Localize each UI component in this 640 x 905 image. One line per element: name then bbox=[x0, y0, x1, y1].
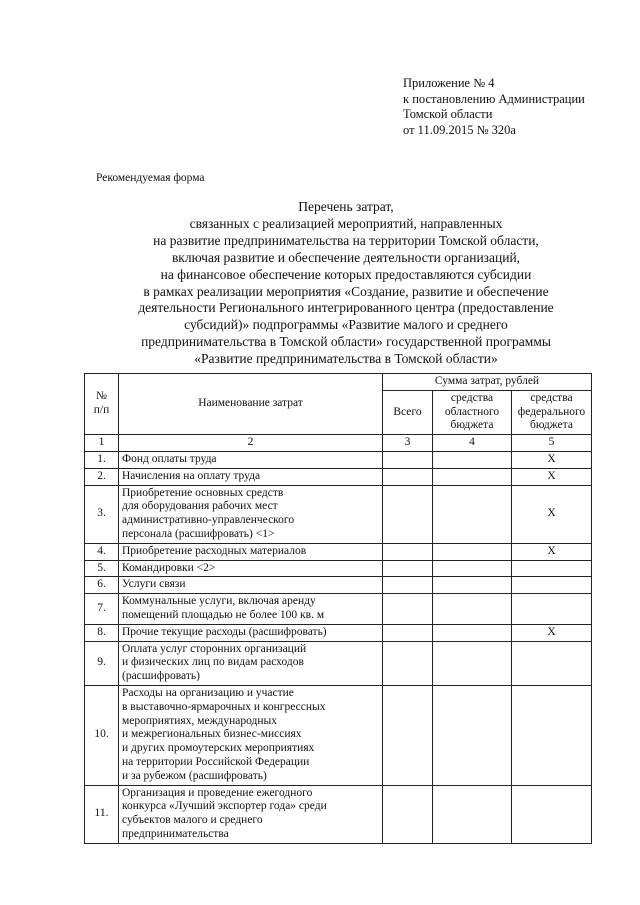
header-federal-budget: средства федерального бюджета bbox=[512, 390, 592, 434]
title-line: включая развитие и обеспечение деятельности организаций, bbox=[171, 249, 521, 265]
header-regional-budget: средства областного бюджета bbox=[433, 390, 512, 434]
cost-name: Оплата услуг сторонних организаций и физических лиц по видам расходов (расшифровать) bbox=[119, 641, 383, 685]
row-number: 10. bbox=[85, 685, 119, 785]
regional-value bbox=[433, 468, 512, 485]
total-value bbox=[383, 468, 433, 485]
cost-name: Организация и проведение ежегодного конкурса «Лучший экспортер года» среди субъектов малого и среднего предпринимательства bbox=[119, 785, 383, 843]
total-value bbox=[383, 543, 433, 560]
total-value bbox=[383, 685, 433, 785]
document-title bbox=[96, 199, 596, 368]
row-number: 1. bbox=[85, 451, 119, 468]
row-number: 8. bbox=[85, 624, 119, 641]
regional-value bbox=[433, 577, 512, 594]
federal-value: X bbox=[512, 624, 592, 641]
cost-name: Приобретение расходных материалов bbox=[119, 543, 383, 560]
total-value bbox=[383, 641, 433, 685]
row-number: 7. bbox=[85, 594, 119, 625]
federal-value bbox=[512, 685, 592, 785]
cost-name: Фонд оплаты труда bbox=[119, 451, 383, 468]
row-number: 9. bbox=[85, 641, 119, 685]
regional-value bbox=[433, 685, 512, 785]
cost-name: Командировки <2> bbox=[119, 560, 383, 577]
title-line: в рамках реализации мероприятия «Создание, развитие и обеспечение bbox=[143, 283, 549, 299]
column-number: 1 bbox=[85, 435, 119, 452]
title-line: предпринимательства в Томской области» государственной программы bbox=[141, 334, 551, 350]
table-row bbox=[85, 485, 592, 543]
column-numbers-row bbox=[85, 435, 592, 452]
column-number: 5 bbox=[512, 435, 592, 452]
regional-value bbox=[433, 485, 512, 543]
header-total: Всего bbox=[383, 390, 433, 434]
appendix-line: Томской области bbox=[403, 107, 493, 121]
regional-value bbox=[433, 560, 512, 577]
cost-name: Коммунальные услуги, включая аренду помещений площадью не более 100 кв. м bbox=[119, 594, 383, 625]
regional-value bbox=[433, 624, 512, 641]
total-value bbox=[383, 451, 433, 468]
column-number: 2 bbox=[119, 435, 383, 452]
row-number: 5. bbox=[85, 560, 119, 577]
total-value bbox=[383, 624, 433, 641]
federal-value: X bbox=[512, 543, 592, 560]
row-number: 11. bbox=[85, 785, 119, 843]
federal-value bbox=[512, 785, 592, 843]
regional-value bbox=[433, 543, 512, 560]
appendix-line: Приложение № 4 bbox=[403, 76, 495, 90]
federal-value: X bbox=[512, 451, 592, 468]
cost-name: Расходы на организацию и участие в выставочно-ярмарочных и конгрессных мероприятиях, международных и межрегиональных бизнес-миссиях и других промоутерских мероприятиях на территории Российской Федерации и за рубежом (расшифровать) bbox=[119, 685, 383, 785]
appendix-block bbox=[403, 76, 585, 138]
regional-value bbox=[433, 594, 512, 625]
costs-table bbox=[84, 373, 592, 844]
cost-name: Прочие текущие расходы (расшифровать) bbox=[119, 624, 383, 641]
title-line: связанных с реализацией мероприятий, направленных bbox=[189, 215, 503, 231]
title-line: «Развитие предпринимательства в Томской области» bbox=[194, 351, 498, 367]
regional-value bbox=[433, 641, 512, 685]
table-row bbox=[85, 785, 592, 843]
table-row bbox=[85, 577, 592, 594]
federal-value bbox=[512, 577, 592, 594]
row-number: 4. bbox=[85, 543, 119, 560]
table-row bbox=[85, 624, 592, 641]
cost-name: Начисления на оплату труда bbox=[119, 468, 383, 485]
federal-value bbox=[512, 560, 592, 577]
header-sum-group: Сумма затрат, рублей bbox=[383, 374, 592, 391]
header-row-number: № п/п bbox=[85, 374, 119, 435]
federal-value: X bbox=[512, 485, 592, 543]
appendix-line: от 11.09.2015 № 320а bbox=[403, 122, 516, 137]
table-row bbox=[85, 685, 592, 785]
regional-value bbox=[433, 785, 512, 843]
federal-value bbox=[512, 641, 592, 685]
recommended-form-label: Рекомендуемая форма bbox=[96, 172, 205, 184]
table-row bbox=[85, 451, 592, 468]
table-row bbox=[85, 560, 592, 577]
title-line: на развитие предпринимательства на территории Томской области, bbox=[153, 232, 539, 248]
column-number: 3 bbox=[383, 435, 433, 452]
cost-name: Приобретение основных средств для оборудования рабочих мест административно-управленческого персонала (расшифровать) <1> bbox=[119, 485, 383, 543]
total-value bbox=[383, 594, 433, 625]
table-row bbox=[85, 641, 592, 685]
header-cost-name: Наименование затрат bbox=[119, 374, 383, 435]
table-row bbox=[85, 468, 592, 485]
total-value bbox=[383, 485, 433, 543]
cost-name: Услуги связи bbox=[119, 577, 383, 594]
appendix-line: к постановлению Администрации bbox=[403, 91, 585, 106]
title-line: Перечень затрат, bbox=[298, 199, 394, 214]
title-line: деятельности Регионального интегрированного центра (предоставление bbox=[138, 300, 554, 316]
federal-value: X bbox=[512, 468, 592, 485]
table-row bbox=[85, 543, 592, 560]
column-number: 4 bbox=[433, 435, 512, 452]
regional-value bbox=[433, 451, 512, 468]
row-number: 3. bbox=[85, 485, 119, 543]
total-value bbox=[383, 577, 433, 594]
title-line: на финансовое обеспечение которых предоставляются субсидии bbox=[160, 266, 532, 282]
row-number: 6. bbox=[85, 577, 119, 594]
table-row bbox=[85, 594, 592, 625]
total-value bbox=[383, 785, 433, 843]
row-number: 2. bbox=[85, 468, 119, 485]
federal-value bbox=[512, 594, 592, 625]
title-line: субсидий)» подпрограммы «Развитие малого и среднего bbox=[184, 317, 508, 333]
total-value bbox=[383, 560, 433, 577]
